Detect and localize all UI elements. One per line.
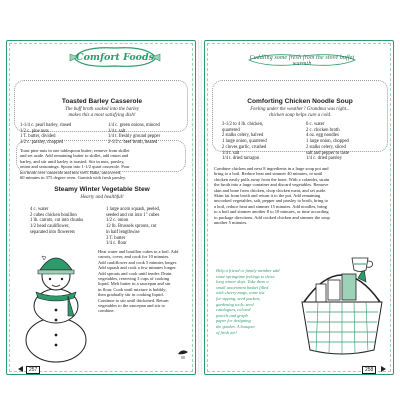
intro-line: The buff broth soaked into the barley [65, 107, 139, 112]
ingredient: 1 large onion, chopped [306, 139, 349, 145]
direction-line: then gradually stir in cooking liquid. [98, 292, 164, 298]
ingredient: 1-1/4 c. pearl barley, rinsed [20, 123, 72, 128]
ingredient: quartered [222, 127, 240, 133]
direction-line: Toast pine nuts in one tablespoon butter; remove from skillet [20, 148, 130, 153]
ingredient: seeded and cut into 1" cubes [106, 212, 160, 218]
direction-line: another 5 minutes. [214, 220, 248, 226]
intro-line: makes this a most satisfying dish! [68, 113, 136, 118]
ingredient-list [30, 207, 83, 236]
ingredient: 3-1/2 to 4 lb. chicken, [222, 122, 264, 127]
ingredient-list [108, 123, 160, 146]
tip-line: pencils and graph [216, 312, 248, 318]
ingredient: 1/4 t. freshly ground pepper [108, 134, 161, 140]
ingredient: in half lengthwise [106, 229, 140, 235]
ingredient: 2 stalks celery, sliced [306, 144, 346, 150]
arrow-right-icon [380, 366, 386, 372]
ingredient-list [20, 123, 71, 146]
ingredient: 2 cloves garlic, crushed [222, 144, 267, 150]
ingredient: 1/2 c. onion [106, 218, 129, 224]
ingredient: 1/2 head cauliflower, [30, 224, 70, 230]
recipe-intro [12, 195, 192, 201]
recipe-title: Toasted Barley Casserole [61, 98, 143, 105]
page-number: 257 [26, 366, 40, 374]
tip-line: of fresh air! [216, 329, 237, 335]
tip-line: long winter days. Take them a [216, 279, 269, 285]
tip-line: for sipping, seed packets, [216, 295, 261, 301]
ingredient-list [106, 207, 160, 247]
tip-line: the garden. A bouquet [216, 323, 255, 329]
recipe-directions [20, 148, 188, 180]
ingredient: separated into flowerets [30, 229, 75, 235]
tip-line: small assortment basket filled [216, 284, 269, 290]
ingredient-list [306, 122, 349, 162]
recipe-directions [98, 249, 192, 314]
direction-line: vegetables, reserving 3 cups of cooking [98, 276, 170, 282]
ingredient: 6 c. water [306, 122, 325, 127]
direction-line: Add cauliflower and cook 5 minutes longer. [98, 259, 178, 265]
ingredient: 1/4 t. salt [108, 128, 126, 134]
right-banner-text: Cuddling some fresh from the stove buffet warmth [249, 55, 355, 67]
left-banner-title: Comfort Foods [76, 52, 154, 63]
recipe-intro [208, 107, 392, 119]
ingredient: 1/4 t. salt [222, 150, 240, 156]
direction-line: 60 minutes in 375 degree oven. Garnish with fresh parsley. [20, 175, 127, 181]
direction-line: onion and seasonings. Spoon into 1-1/2 quart casserole. Pour [20, 164, 130, 170]
ingredient: 4 oz. egg noodles [306, 133, 339, 139]
ingredient: 4 c. water [30, 207, 49, 212]
recipe-intro [12, 107, 192, 119]
intro-line: Feeling under the weather? Grandma was right... [250, 107, 350, 112]
direction-line: carrots, cover, and cook for 10 minutes. [98, 254, 170, 260]
ingredient: 1 lb. carrots, cut into chunks [30, 218, 84, 224]
tip-line: catalogues, colored [216, 307, 251, 313]
teacup-icon [350, 252, 376, 274]
ingredient: 2-1/2 c. beef broth, heated [108, 140, 158, 146]
ingredient-list [222, 122, 267, 162]
tip-line: some springtime feelings to those [216, 273, 275, 279]
direction-line: in flour. Cook until mixture is bubbly; [98, 286, 167, 292]
ingredient: 1 T. butter, divided [20, 134, 56, 140]
direction-line: Skim fat from broth and return it to the pot. Add remaining [214, 193, 321, 199]
ingredient: 1 large acorn squash, peeled, [106, 207, 161, 212]
craft-tip [216, 268, 306, 335]
ingredient: 2 c. chicken broth [306, 127, 340, 133]
recipe-title: Steamy Winter Vegetable Stew [54, 186, 150, 193]
direction-line: Combine chicken and next 8 ingredients in a large soup pot and [214, 166, 329, 171]
arrow-left-icon [18, 366, 24, 372]
direction-line: the broth into a large container and discard vegetables. Remove [214, 182, 329, 188]
direction-line: combine. [98, 308, 115, 314]
ingredient: salt and pepper to taste [306, 150, 349, 156]
book-gutter [198, 40, 202, 375]
tip-line: gardening tools, seed [216, 301, 254, 307]
direction-line: bring to a boil. Reduce heat and simmer 40 minutes, or until [214, 171, 323, 177]
direction-line: to package directions. Add cooked chicken and simmer the soup [214, 214, 330, 220]
direction-line: Add squash and cook a few minutes longer. [98, 265, 177, 271]
ingredient: 1 large onion, quartered [222, 139, 267, 145]
tip-line: paper for designing [216, 318, 251, 324]
snowman-illustration-icon [16, 240, 96, 364]
direction-line: and set aside. Add remaining butter to skillet, add onion and [20, 153, 129, 159]
direction-line: barley, and stir until barley is toasted. Stir in nuts, parsley, [20, 158, 125, 164]
tip-line: Help a friend or family member add [216, 268, 280, 273]
direction-line: vegetables to the saucepan and stir to [98, 303, 165, 309]
direction-line: Add sprouts and cook until tender. Drain [98, 270, 172, 276]
ingredient: 12 lb. Brussels sprouts, cut [106, 224, 157, 230]
intro-line: Hearty and healthful! [80, 195, 124, 200]
recipe-title: Comforting Chicken Noodle Soup [247, 98, 353, 105]
direction-line: chicken easily pulls away from the bone. With a colander, strain [214, 176, 330, 182]
ingredient: 2 cubes chicken bouillon [30, 212, 77, 218]
direction-line: skin and bone from chicken, chop chicken meat, and set aside. [214, 187, 327, 193]
direction-line: liquid. Melt butter in a saucepan and stir [98, 281, 171, 287]
ingredient: 2 stalks celery, halved [222, 133, 264, 139]
ingredient: 1/4 t. dried tarragon [222, 156, 260, 162]
ingredient: 1/4 c. flour [106, 241, 127, 247]
direction-line: uncooked vegetables, salt, pepper and parsley to broth, bring to [214, 198, 328, 204]
recipe-directions [214, 166, 390, 225]
bird-icon [176, 346, 190, 360]
direction-line: hot broth over casserole and mix well. Bake, uncovered, [20, 169, 122, 175]
tip-line: with cheery mugs, some tea [216, 290, 265, 296]
ingredient: 1/4 c. green onions, minced [108, 123, 160, 128]
ingredient: 1/4 c. dried parsley [306, 156, 342, 162]
ingredient: 3 T. butter [106, 235, 126, 241]
ingredient: 1/2 c. parsley, chopped [20, 140, 64, 146]
ingredient: 1/2 c. pine nuts [20, 128, 49, 134]
page-number: 258 [362, 366, 376, 374]
direction-line: Heat water and bouillon cubes to a boil. Add [98, 249, 179, 254]
intro-line: chicken soup helps cure a cold. [268, 113, 332, 118]
direction-line: a boil, reduce heat and simmer 15 minutes. Add noodles, bring [214, 203, 327, 209]
direction-line: Continue to stir until thickened. Return [98, 297, 169, 303]
direction-line: to a boil and simmer another 8 to 10 minutes, or time according [214, 209, 329, 215]
